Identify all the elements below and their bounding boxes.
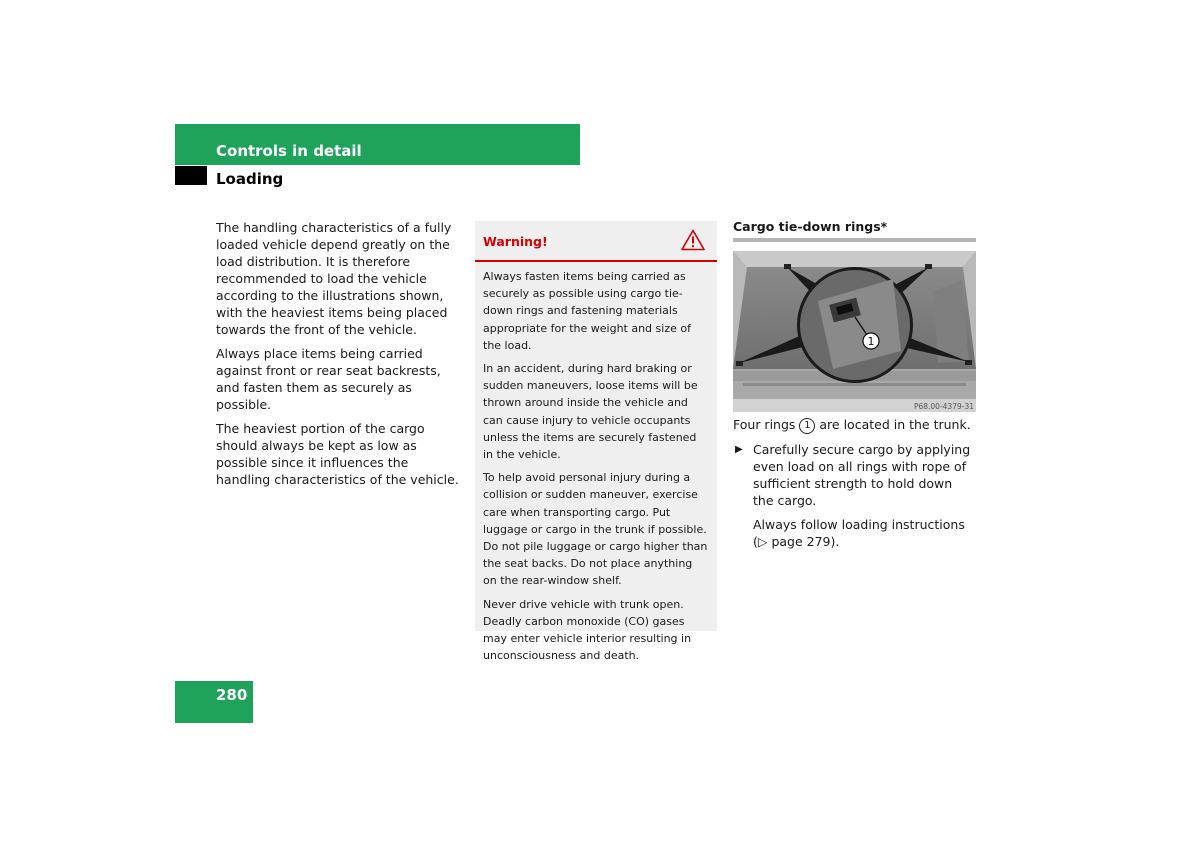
warning-triangle-icon — [681, 229, 705, 251]
trunk-illustration — [733, 251, 976, 412]
trunk-photo — [733, 251, 976, 412]
cargo-rings-title: Cargo tie-down rings* — [733, 219, 888, 234]
ring-caption — [733, 416, 976, 434]
tie-down-ring — [965, 360, 972, 365]
photo-reference-code: P68.00-4379-31 — [913, 402, 974, 411]
loading-instructions-note: Always follow loading instructions (▷ page 279). — [753, 517, 965, 549]
warning-label: Warning! — [483, 234, 548, 249]
warning-paragraph: In an accident, during hard braking or sudden maneuvers, loose items will be thrown around inside the vehicle and can cause injury to vehicle occupants unless the items are securely fastened in the vehicle. — [483, 362, 698, 462]
warning-paragraph: Never drive vehicle with trunk open. Deadly carbon monoxide (CO) gases may enter vehicle interior resulting in unconsciousness and death. — [483, 597, 692, 663]
warning-paragraph: Always fasten items being carried as securely as possible using cargo tie-down rings and fastening materials appropriate for the weight and size of the load. — [483, 270, 691, 352]
paragraph: The heaviest portion of the cargo should always be kept as low as possible since it influences the handling characteristics of the vehicle. — [216, 421, 459, 487]
bullet-arrow-icon: ▶ — [735, 444, 743, 455]
warning-header — [475, 221, 717, 262]
warning-body — [475, 262, 717, 664]
callout-number-inline: 1 — [799, 418, 815, 434]
caption-pre: Four rings — [733, 417, 796, 432]
left-column — [216, 219, 460, 495]
paragraph: Always place items being carried against front or rear seat backrests, and fasten them as securely as possible. — [216, 346, 441, 412]
tie-down-ring — [784, 264, 791, 269]
title-rule — [733, 238, 976, 242]
subsection-title: Loading — [216, 170, 284, 188]
tie-down-ring — [925, 264, 932, 269]
right-column — [733, 219, 976, 550]
instruction-bullet — [733, 441, 976, 509]
callout-number: 1 — [867, 335, 875, 348]
section-title: Controls in detail — [216, 142, 362, 160]
warning-box — [475, 221, 717, 663]
caption-post: are located in the trunk. — [819, 417, 971, 432]
bullet-text: Carefully secure cargo by applying even load on all rings with rope of sufficient strength to hold down the cargo. — [753, 442, 971, 508]
paragraph: The handling characteristics of a fully loaded vehicle depend greatly on the load distribution. It is therefore recommended to load the vehicle according to the illustrations shown, with the heaviest items being placed towards the front of the vehicle. — [216, 220, 452, 337]
warning-paragraph: To help avoid personal injury during a collision or sudden maneuver, exercise care when transporting cargo. Put luggage or cargo in the trunk if possible. Do not pile luggage or cargo higher than the seat backs. Do not place anything on the rear-window shelf. — [483, 471, 708, 588]
page-number: 280 — [216, 686, 248, 704]
subsection-marker — [175, 166, 207, 185]
